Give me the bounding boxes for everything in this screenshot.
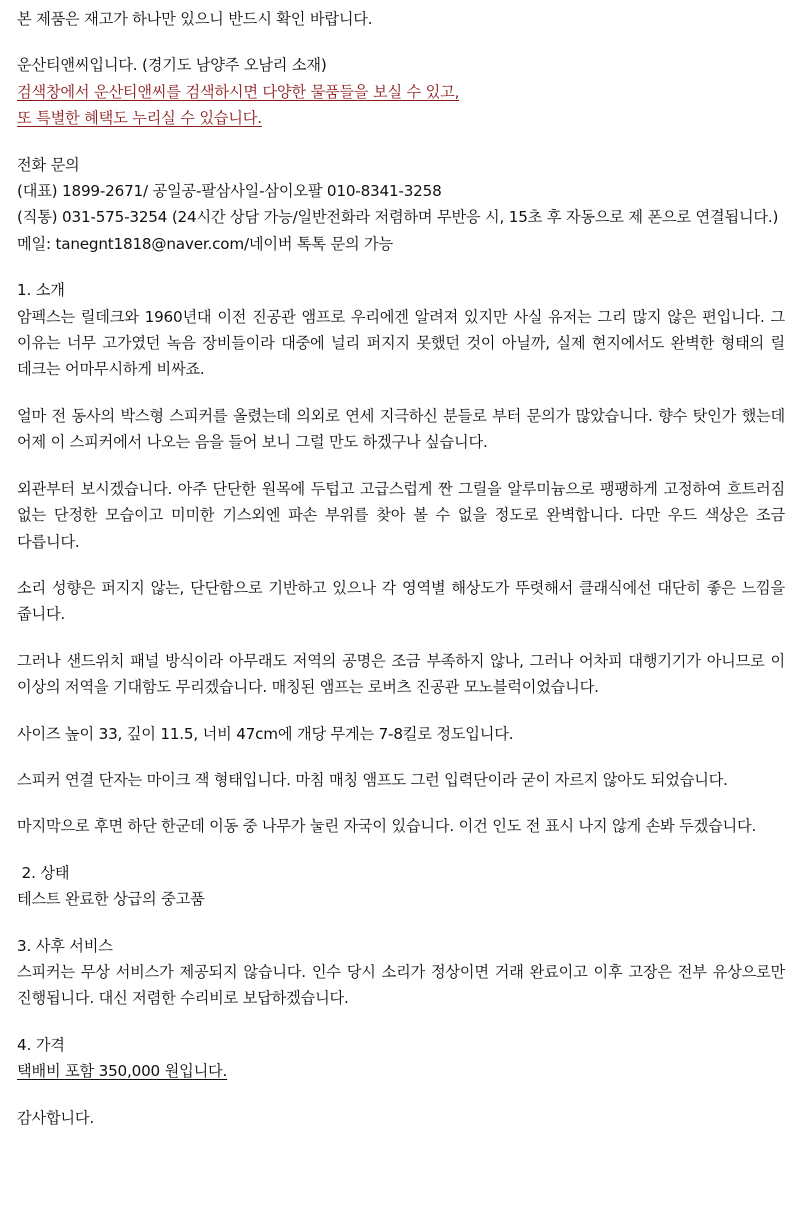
price-text: 택배비 포함 350,000 원입니다. (17, 1062, 228, 1081)
closing-text: 감사합니다. (17, 1108, 94, 1127)
company-intro: 운산티앤씨입니다. (경기도 남양주 오남리 소재) (17, 56, 327, 75)
condition-section (17, 860, 785, 913)
contact-heading: 전화 문의 (17, 155, 80, 174)
intro-paragraph-6: 사이즈 높이 33, 깊이 11.5, 너비 47cm에 개당 무게는 7-8킬로 정도입니다. (17, 724, 514, 743)
service-section (17, 933, 785, 1012)
contact-block (17, 152, 785, 258)
intro-paragraph-5: 그러나 샌드위치 패널 방식이라 아무래도 저역의 공명은 조금 부족하지 않나, 그러나 어차피 대행기기가 아니므로 이 이상의 저역을 기대함도 무리겠습니다. 매칭된 앰프는 로버츠 진공관 모노블럭이었습니다. (17, 651, 785, 697)
intro-paragraph-6-block (17, 721, 785, 747)
intro-paragraph-5-block (17, 648, 785, 701)
price-section (17, 1032, 785, 1085)
main-phone: (대표) 1899-2671/ 공일공-팔삼사일-삼이오팔 010-8341-3258 (17, 182, 442, 201)
closing-block (17, 1105, 785, 1131)
service-text: 스피커는 무상 서비스가 제공되지 않습니다. 인수 당시 소리가 정상이면 거래 완료이고 이후 고장은 전부 유상으로만 진행됩니다. 대신 저렴한 수리비로 보답하겠습니다. (17, 962, 785, 1008)
condition-heading: 2. 상태 (17, 863, 70, 882)
email-contact: 메일: tanegnt1818@naver.com/네이버 톡톡 문의 가능 (17, 234, 393, 253)
intro-paragraph-4-block (17, 575, 785, 628)
intro-paragraph-2-block (17, 403, 785, 456)
intro-paragraph-3: 외관부터 보시겠습니다. 아주 단단한 원목에 두텁고 고급스럽게 짠 그릴을 알루미늄으로 팽팽하게 고정하여 흐트러짐 없는 단정한 모습이고 미미한 기스외엔 파손 부위를 찾아 볼 수 없을 정도로 완벽합니다. 다만 우드 색상은 조금 다릅니다. (17, 479, 785, 551)
product-description (17, 6, 785, 1151)
intro-paragraph-8-block (17, 813, 785, 839)
intro-paragraph-7: 스피커 연결 단자는 마이크 잭 형태입니다. 마침 매칭 앰프도 그런 입력단이라 굳이 자르지 않아도 되었습니다. (17, 770, 728, 789)
stock-notice: 본 제품은 재고가 하나만 있으니 반드시 확인 바랍니다. (17, 10, 373, 28)
service-heading: 3. 사후 서비스 (17, 936, 113, 955)
intro-heading: 1. 소개 (17, 281, 65, 300)
direct-phone: (직통) 031-575-3254 (24시간 상담 가능/일반전화라 저렴하며 무반응 시, 15초 후 자동으로 제 폰으로 연결됩니다.) (17, 208, 779, 227)
intro-paragraph-2: 얼마 전 동사의 박스형 스피커를 올렸는데 의외로 연세 지극하신 분들로 부터 문의가 많았습니다. 향수 탓인가 했는데 어제 이 스피커에서 나오는 음을 들어 보니 그럴 만도 하겠구나 싶습니다. (17, 406, 785, 452)
intro-section (17, 277, 785, 383)
company-block (17, 52, 785, 131)
price-heading: 4. 가격 (17, 1035, 65, 1054)
intro-paragraph-7-block (17, 767, 785, 793)
promo-line-2: 또 특별한 혜택도 누리실 수 있습니다. (17, 109, 262, 128)
condition-text: 테스트 완료한 상급의 중고품 (17, 890, 205, 909)
intro-paragraph-1: 암펙스는 릴데크와 1960년대 이전 진공관 앰프로 우리에겐 알려져 있지만 사실 유저는 그리 많지 않은 편입니다. 그 이유는 너무 고가였던 녹음 장비들이라 대중에 널리 퍼지지 못했던 것이 아닐까, 실제 현지에서도 완벽한 형태의 릴 데크는 어마무시하게 비싸죠. (17, 307, 785, 379)
intro-paragraph-3-block (17, 476, 785, 555)
intro-paragraph-4: 소리 성향은 퍼지지 않는, 단단함으로 기반하고 있으나 각 영역별 해상도가 뚜렷해서 클래식에선 대단히 좋은 느낌을 줍니다. (17, 578, 785, 624)
stock-notice-block (17, 6, 785, 32)
intro-paragraph-8: 마지막으로 후면 하단 한군데 이동 중 나무가 눌린 자국이 있습니다. 이건 인도 전 표시 나지 않게 손봐 두겠습니다. (17, 817, 757, 836)
promo-line-1: 검색창에서 운산티앤씨를 검색하시면 다양한 물품들을 보실 수 있고, (17, 82, 460, 101)
